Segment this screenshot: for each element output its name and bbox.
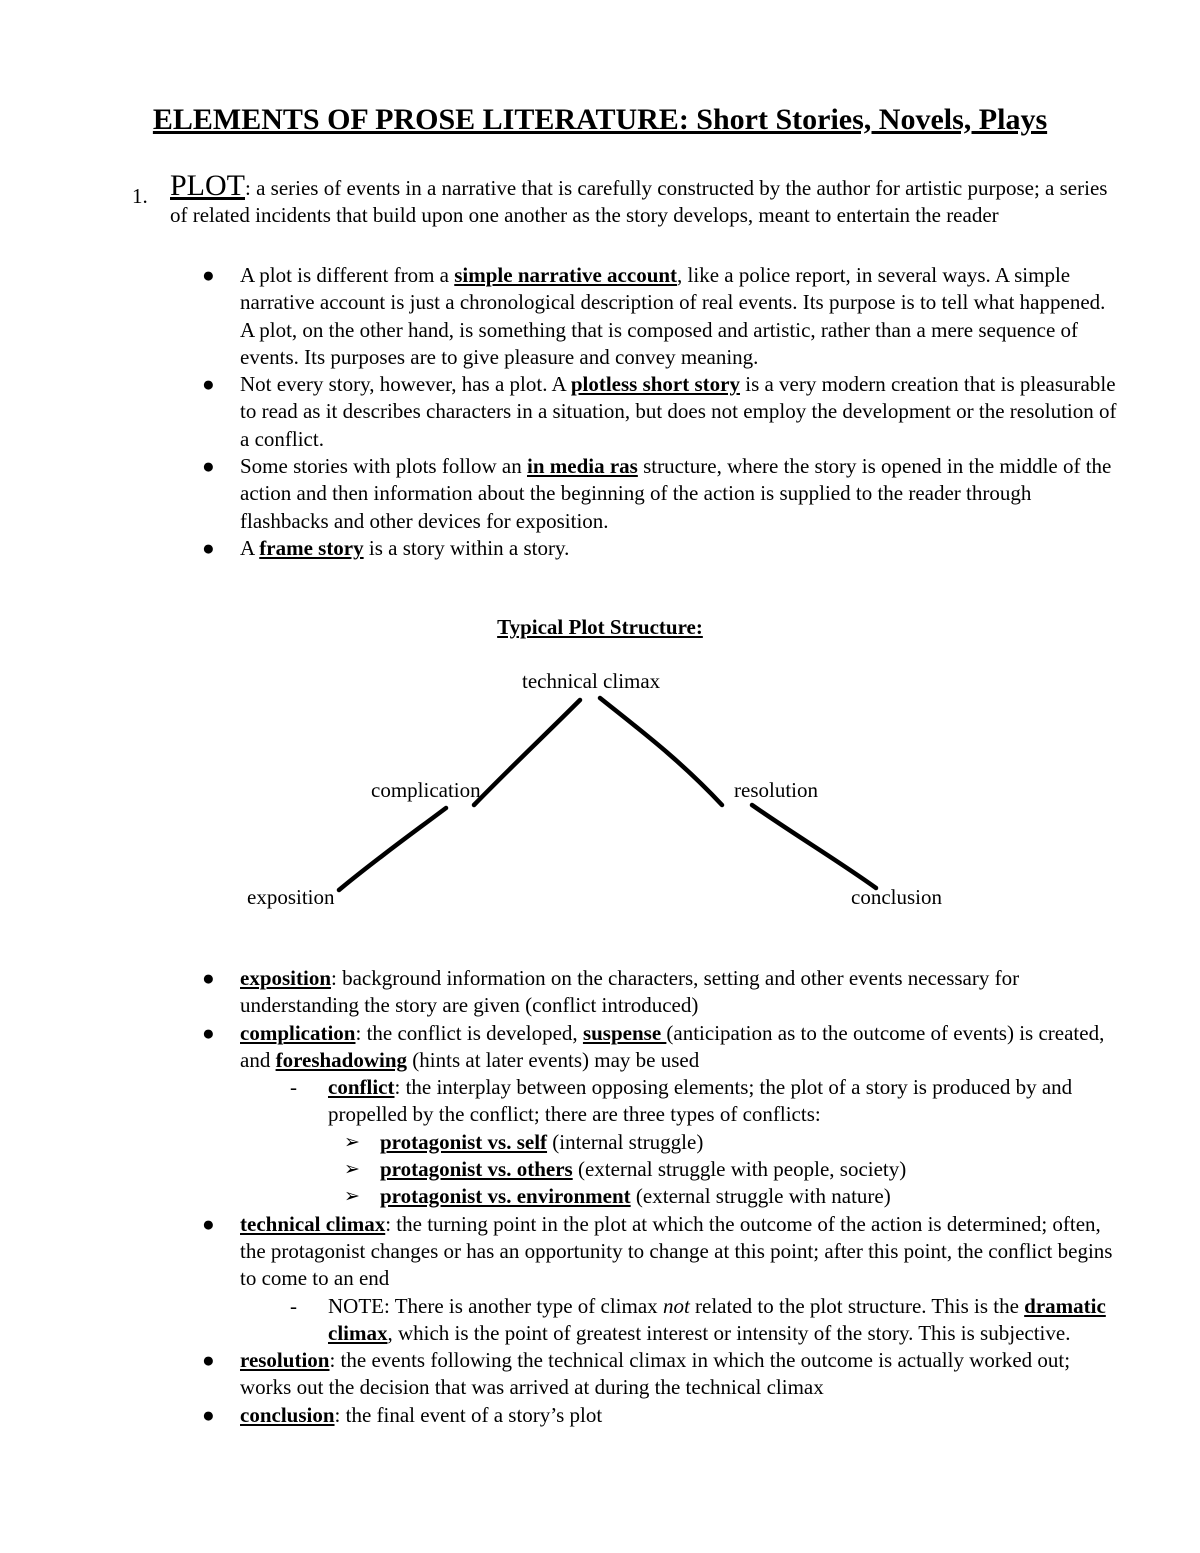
arrow-icon: ➢ [344,1159,360,1181]
list-item [202,965,1120,1020]
list-item [344,1129,1120,1156]
sub-list [240,1074,1120,1210]
item-text: (external struggle with people, society) [572,1157,907,1182]
item-text: , like a police report, in several ways. A simple narrative account is just a chronological description of real events. Its purpose is to tell what happened. A plot, on the other hand, is something that is composed and artistic, rather than a mere sequence of events. Its purposes are to give pleasure and convey meaning. [240,263,1106,369]
item-text: NOTE: There is another type of climax [328,1293,663,1318]
emphasis: not [662,1293,690,1318]
section-number: 1. [132,184,148,208]
item-text: : background information on the characters, setting and other events necessary for understanding the story are given (conflict introduced) [240,966,1020,1018]
term: conflict [328,1075,395,1100]
bullet-icon: ● [202,535,215,560]
item-text: A plot is different from a [240,263,455,287]
item-text: A [240,535,260,560]
item-text: structure, where the story is opened in the middle of the action and then information about the beginning of the action is supplied to the reader through flashbacks and other devices for exposition. [240,454,1112,533]
term: in media ras [527,454,638,479]
list-item [202,1402,1120,1429]
list-item [202,1020,1120,1211]
item-text: , which is the point of greatest interest or intensity of the story. This is subjective. [387,1320,1071,1345]
document-title: ELEMENTS OF PROSE LITERATURE: Short Stories, Novels, Plays [152,103,1048,136]
bullet-icon: ● [202,966,215,990]
item-text: (external struggle with nature) [630,1184,891,1209]
item-text: : the events following the technical climax in which the outcome is actually worked out; works out the decision that was arrived at during the technical climax [240,1348,1071,1400]
item-text: Not every story, however, has a plot. A [240,372,571,397]
term: technical climax [240,1211,386,1236]
line-climax-resolution [600,698,722,805]
item-text: is a very modern creation that is pleasurable to read as it describes characters in a situation, but does not employ the development or the resolution of a conflict. [240,372,1117,451]
term: suspense [582,1020,667,1045]
bullet-icon: ● [202,1348,215,1373]
sub-list [240,1293,1120,1348]
term: conclusion [240,1402,335,1427]
term: dramatic climax [328,1293,1106,1345]
plot-definition-text: : a series of events in a narrative that is carefully constructed by the author for artistic purpose; a series of related incidents that build upon one another as the story develops, meant to entertain the reader [170,176,1108,228]
structure-bullet-list [202,965,1120,1429]
item-text: : the conflict is developed, [355,1020,583,1045]
list-item [344,1183,1120,1210]
bullet-icon: ● [202,1020,215,1045]
term: protagonist vs. self [380,1129,548,1154]
term: foreshadowing [275,1047,408,1072]
bullet-icon: ● [202,372,215,397]
dash-icon: - [290,1293,297,1318]
arrow-icon: ➢ [344,1186,360,1208]
label-complication: complication [371,778,481,802]
bullet-icon: ● [202,454,215,479]
list-item [202,1347,1120,1402]
bullet-icon: ● [202,1402,215,1427]
item-text: is a story within a story. [363,535,570,560]
list-item [344,1156,1120,1183]
term: protagonist vs. environment [380,1184,631,1209]
term: exposition [240,966,332,990]
item-text: : the interplay between opposing elements; the plot of a story is produced by and propelled by the conflict; there are three types of conflicts: [328,1075,1073,1127]
item-text: (hints at later events) may be used [407,1047,700,1072]
arrow-icon: ➢ [344,1131,360,1153]
item-text: (internal struggle) [547,1129,704,1154]
term: protagonist vs. others [380,1157,573,1182]
label-technical-climax: technical climax [522,669,661,693]
item-text: related to the plot structure. This is the [689,1293,1025,1318]
item-text: : the final event of a story’s plot [334,1402,603,1427]
term: complication [240,1020,356,1045]
term: frame story [259,535,364,560]
bullet-icon: ● [202,263,215,287]
item-text: Some stories with plots follow an [240,454,527,479]
label-resolution: resolution [734,778,818,802]
dash-icon: - [290,1075,297,1100]
term: simple narrative account [454,263,678,287]
line-exposition-complication [339,808,446,890]
list-item [290,1293,1120,1348]
line-complication-climax [474,700,580,805]
item-text: : the turning point in the plot at which the outcome of the action is determined; often, the protagonist changes or has an opportunity to change at this point; after this point, the conflict begins to come to an end [240,1211,1113,1291]
label-exposition: exposition [247,885,335,909]
term: resolution [240,1348,330,1373]
bullet-icon: ● [202,1211,215,1236]
diagram-title: Typical Plot Structure: [497,615,703,639]
label-conclusion: conclusion [851,885,942,909]
list-item [202,1211,1120,1347]
term: plotless short story [570,372,740,397]
line-resolution-conclusion [752,805,876,888]
item-text: (anticipation as to the outcome of events) is created, and [240,1020,1105,1072]
plot-heading: PLOT [170,169,245,202]
list-item [290,1074,1120,1129]
